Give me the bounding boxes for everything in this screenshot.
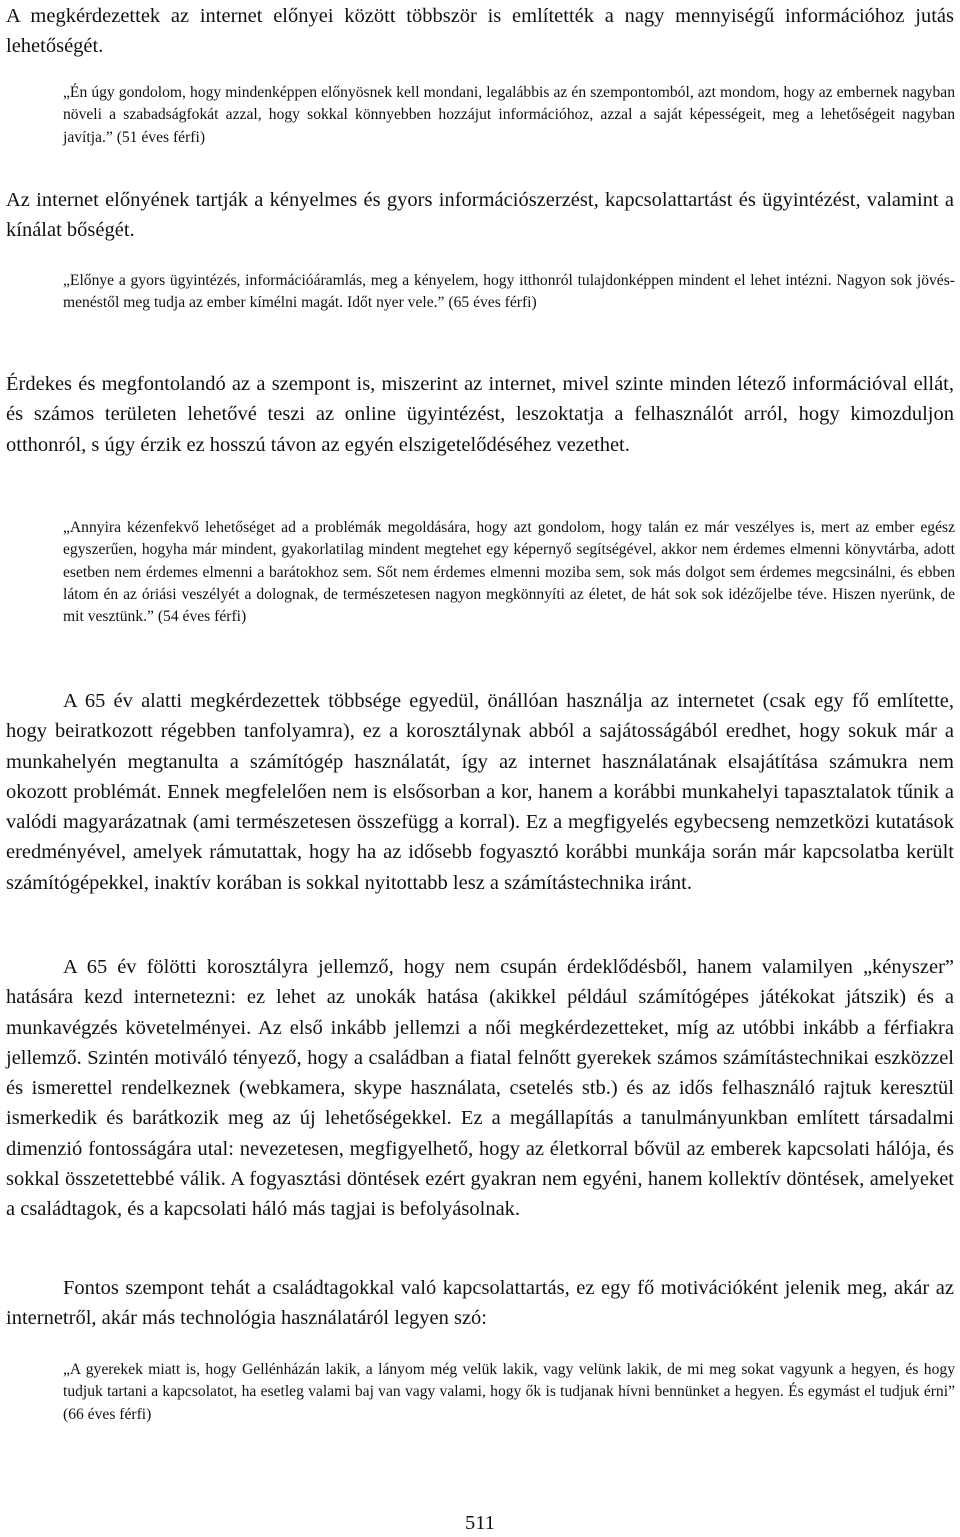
quote-attribution: (65 éves férfi) xyxy=(444,294,537,312)
paragraph-text: Fontos szempont tehát a családtagokkal való kapcsolattartás, ez egy fő motivációként jelenik meg, akár az internetről, akár más technológia használatáról legyen szó: xyxy=(6,1277,954,1330)
quote-attribution: (66 éves férfi) xyxy=(63,1405,152,1423)
paragraph-text: Érdekes és megfontolandó az a szempont is, miszerint az internet, mivel szinte minden létező információval ellát, és számos területen lehetővé teszi az online ügyintézést, leszoktatja a felhasználót arról, hogy kimozduljon otthonról, s úgy érzik ez hosszú távon az egyén elszigetelődéséhez vezethet. xyxy=(6,373,954,456)
quote-attribution: (51 éves férfi) xyxy=(112,128,206,146)
paragraph-isolation xyxy=(6,369,954,460)
paragraph-over-65 xyxy=(6,952,954,1225)
quote-51-year-old-man xyxy=(63,82,955,149)
quote-text: „Annyira kézenfekvő lehetőséget ad a problémák megoldására, hogy azt gondolom, hogy talán ez már veszélyes is, mert az ember egész egyszerűen, hogyha már mindent, gyakorlatilag mindent megtehet egy képernyő segítségével, akkor nem érdemes elmenni könyvtárba, adott esetben nem érdemes elmenni a barátokhoz sem. Sőt nem érdemes elmenni moziba sem, sok más dolgot sem érdemes megcsinálni, és ebben látom én az óriási veszélyét a dolognak, de természetesen nagyon megkönnyíti az életet, de hát sok sok idézőjelbe téve. Hiszen nyerünk, de mit vesztünk.” xyxy=(63,519,955,626)
quote-65-year-old-man xyxy=(63,270,955,315)
paragraph-text: A 65 év alatti megkérdezettek többsége egyedül, önállóan használja az internetet (csak egy fő említette, hogy beiratkozott régebben tanfolyamra), ez a korosztálynak abból a sajátosságából eredhet, hogy sokuk már a munkahelyén megtanulta a számítógép használatát, így az internet használatának elsajátítása számukra nem okozott problémát. Ennek megfelelően nem is elsősorban a kor, hanem a korábbi munkahelyi tapasztalatok tűnik a valódi magyarázatnak (ami természetesen összefügg a korral). Ez a megfigyelés egybecseng nemzetközi kutatások eredményével, amelyek rámutattak, hogy ha az idősebb fogyasztó korábbi munkája során már kapcsolatba került számítógépekkel, inaktív korában is sokkal nyitottabb lesz a számítástechnika iránt. xyxy=(6,690,954,894)
paragraph-under-65 xyxy=(6,686,954,898)
quote-text: „Én úgy gondolom, hogy mindenképpen előnyösnek kell mondani, legalábbis az én szempontomból, azt mondom, hogy az embernek nagyban növeli a szabadságfokát azzal, hogy sokkal könnyebben hozzájut információhoz, azzal a saját képességeit, meg a lehetőségeit nagyban javítja.” xyxy=(63,84,955,146)
paragraph-text: Az internet előnyének tartják a kényelmes és gyors információszerzést, kapcsolattartást és ügyintézést, valamint a kínálat bőségét. xyxy=(6,189,954,242)
quote-text: „A gyerekek miatt is, hogy Gellénházán lakik, a lányom még velük lakik, vagy velünk lakik, de mi meg sokat vagyunk a hegyen, és hogy tudjuk tartani a kapcsolatot, ha esetleg valami baj van vagy valami, hogy ők is tudjanak hívni bennünket a hegyen. És egymást el tudjuk érni” xyxy=(63,1361,955,1401)
quote-text: „Előnye a gyors ügyintézés, információáramlás, meg a kényelem, hogy itthonról tulajdonképpen mindent el lehet intézni. Nagyon sok jövés-menéstől meg tudja az ember kímélni magát. Időt nyer vele.” xyxy=(63,272,955,312)
paragraph-text: A 65 év fölötti korosztályra jellemző, hogy nem csupán érdeklődésből, hanem valamilyen „kényszer” hatására kezd internetezni: ez lehet az unokák hatása (akikkel például számítógépes játékokat játszik) és a munkavégzés követelményei. Az első inkább jellemzi a női megkérdezetteket, míg az utóbbi inkább a férfiakra jellemző. Szintén motiváló tényező, hogy a családban a fiatal felnőtt gyerekek számos számítástechnikai eszközzel és ismerettel rendelkeznek (webkamera, skype használata, csetelés stb.) és az idős felhasználó rajtuk keresztül ismerkedik és barátkozik meg az új lehetőségekkel. Ez a megállapítás a tanulmányunkban említett társadalmi dimenzió fontosságára utal: nevezetesen, megfigyelhető, hogy az életkorral bővül az emberek kapcsolati hálója, és sokkal összetettebbé válik. A fogyasztási döntések ezért gyakran nem egyéni, hanem kollektív döntések, amelyeket a családtagok, és a kapcsolati háló más tagjai is befolyásolnak. xyxy=(6,956,954,1221)
paragraph-family-contact xyxy=(6,1273,954,1334)
quote-attribution: (54 éves férfi) xyxy=(153,608,247,626)
paragraph-text: A megkérdezettek az internet előnyei között többször is említették a nagy mennyiségű információhoz jutás lehetőségét. xyxy=(6,5,954,58)
quote-54-year-old-man xyxy=(63,517,955,628)
page-number: 511 xyxy=(465,1512,495,1534)
paragraph-convenience xyxy=(6,185,954,246)
quote-66-year-old-man xyxy=(63,1359,955,1426)
paragraph-internet-advantages-intro xyxy=(6,1,954,62)
